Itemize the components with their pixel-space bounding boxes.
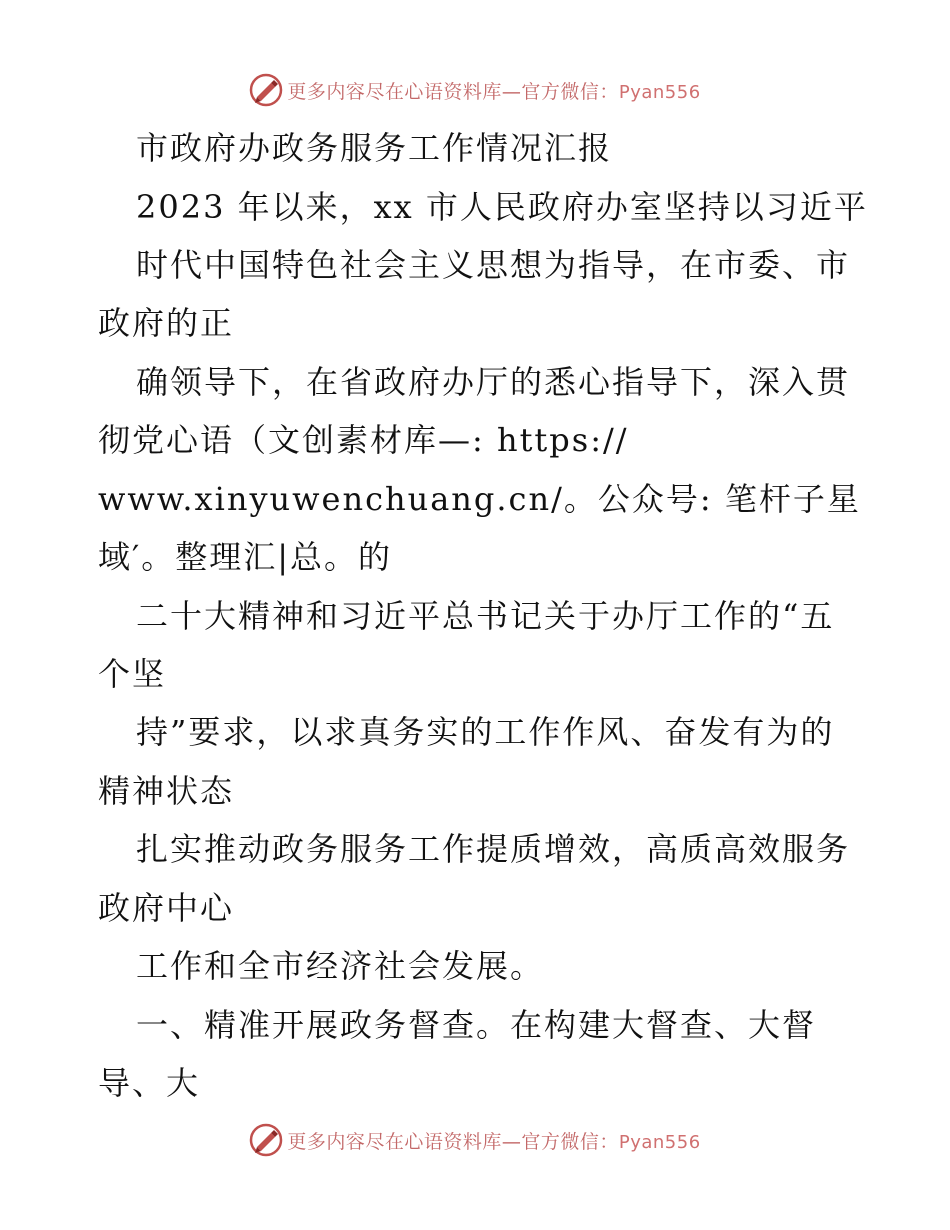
text-line: 工作和全市经济社会发展。 [136,947,545,985]
text-line: 域′。整理汇|总。的 [98,538,393,576]
watermark-site-text: 更多内容尽在心语资料库 [287,1130,502,1153]
watermark-wechat-label: 官方微信： [521,1130,619,1153]
document-title: 市政府办政务服务工作情况汇报 [136,129,613,167]
section-heading-line: 一、精准开展政务督查。在构建大督查、大督 [136,1006,817,1044]
footer-watermark [0,1120,950,1160]
text-line: 二十大精神和习近平总书记关于办厅工作的“五 [136,597,835,635]
text-line: 确领导下，在省政府办厅的悉心指导下，深入贯 [136,363,851,401]
watermark-wechat-label: 官方微信： [521,80,619,103]
text-line: 导、大 [98,1064,201,1102]
text-line: www.xinyuwenchuang.cn/。公众号: 笔杆子星 [98,480,861,518]
watermark-wechat-id: Pyan556 [618,1131,701,1153]
text-line: 持”要求，以求真务实的工作作风、奋发有为的 [136,713,835,751]
text-line: 个坚 [98,655,167,693]
text-line: 时代中国特色社会主义思想为指导，在市委、市 [136,246,851,284]
text-line: 政府的正 [98,304,235,342]
watermark-site-text: 更多内容尽在心语资料库 [287,80,502,103]
text-line: 2023 年以来，xx 市人民政府办室坚持以习近平 [136,188,868,226]
watermark-dash: — [501,1130,522,1153]
watermark-wechat-id: Pyan556 [618,81,701,103]
text-line: 彻党心语（文创素材库—: https:// [98,421,629,459]
watermark-dash: — [501,80,522,103]
text-line: 政府中心 [98,889,235,927]
text-line: 扎实推动政务服务工作提质增效，高质高效服务 [136,830,851,868]
text-line: 精神状态 [98,772,235,810]
watermark-text [287,1127,700,1154]
pen-logo-icon [249,1123,283,1157]
